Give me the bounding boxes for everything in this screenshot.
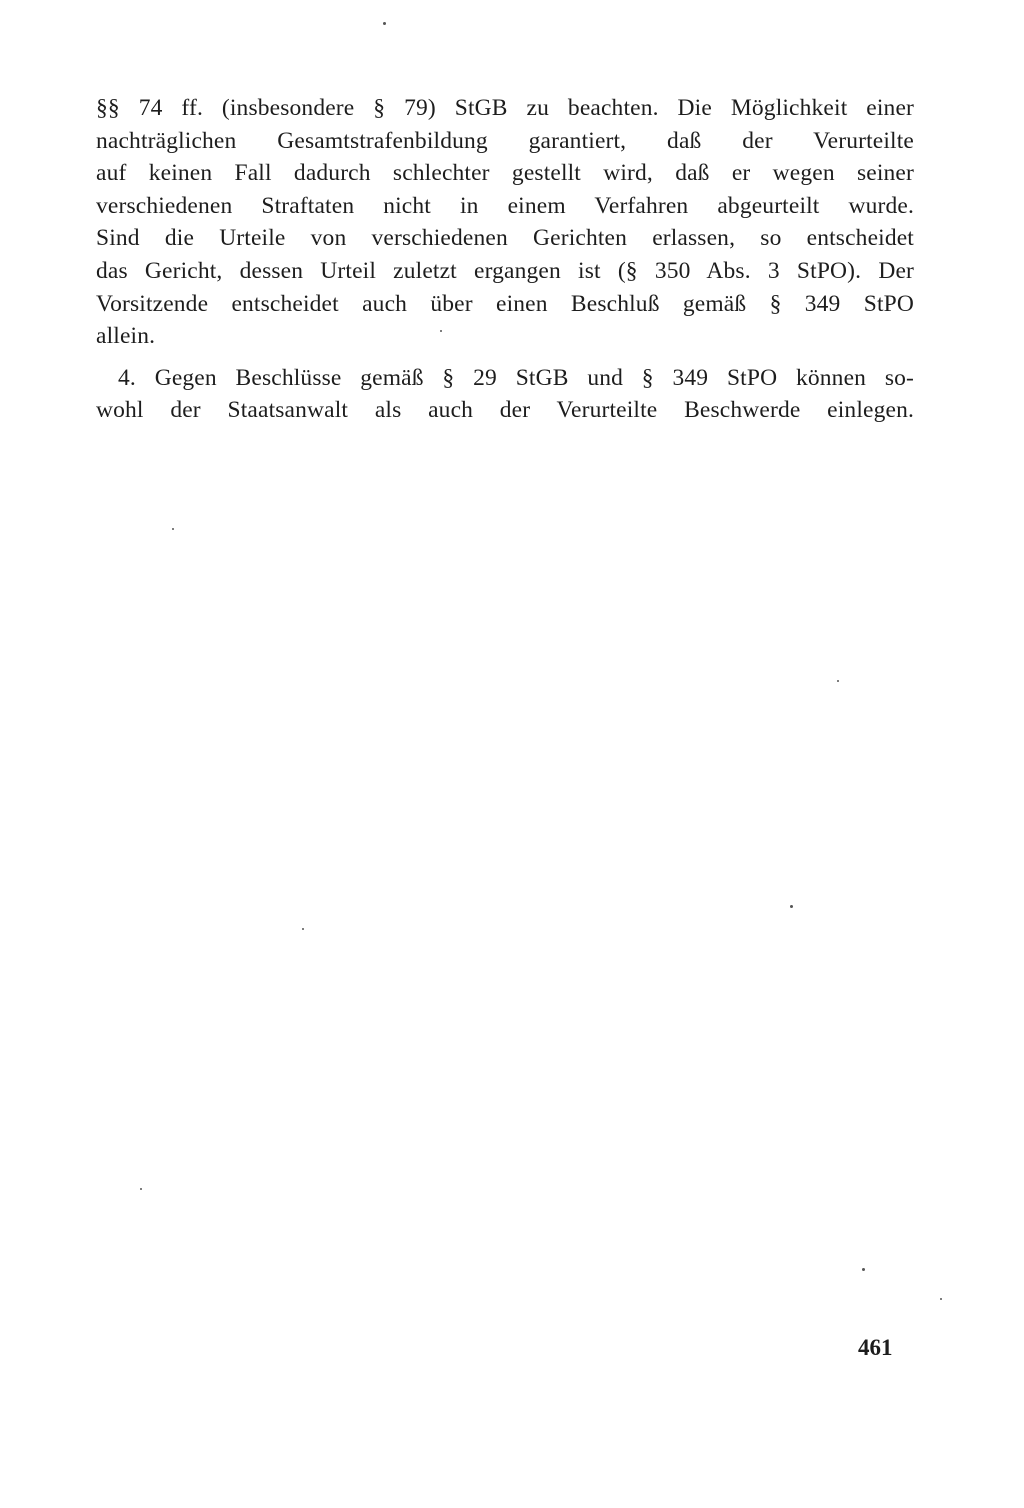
page-number: 461	[858, 1335, 893, 1360]
text-line: nachträglichen Gesamtstrafenbildung garantiert, daß der Verurteilte	[96, 127, 914, 154]
scan-speck	[790, 905, 793, 908]
scan-speck	[862, 1268, 865, 1271]
text-line: 4. Gegen Beschlüsse gemäß § 29 StGB und § 349 StPO können so-	[118, 364, 914, 391]
scan-speck	[440, 330, 442, 332]
text-line: allein.	[96, 323, 156, 350]
text-line: §§ 74 ff. (insbesondere § 79) StGB zu beachten. Die Möglichkeit einer	[96, 95, 914, 121]
scan-speck	[302, 928, 304, 930]
scan-speck	[383, 22, 386, 25]
paragraph-numbered-4	[96, 362, 914, 427]
text-line: auf keinen Fall dadurch schlechter gestellt wird, daß er wegen seiner	[96, 160, 914, 187]
scan-speck	[172, 528, 174, 530]
text-line: das Gericht, dessen Urteil zuletzt ergangen ist (§ 350 Abs. 3 StPO). Der	[96, 257, 914, 284]
text-line: Sind die Urteile von verschiedenen Gerichten erlassen, so entscheidet	[96, 225, 914, 252]
paragraph	[96, 92, 914, 353]
scan-speck	[140, 1188, 142, 1190]
scan-speck	[940, 1298, 942, 1300]
text-line: wohl der Staatsanwalt als auch der Verurteilte Beschwerde einlegen.	[96, 397, 914, 424]
scan-speck	[837, 680, 839, 682]
text-line: Vorsitzende entscheidet auch über einen Beschluß gemäß § 349 StPO	[96, 290, 914, 317]
text-line: verschiedenen Straftaten nicht in einem Verfahren abgeurteilt wurde.	[96, 192, 914, 219]
body-text	[96, 92, 914, 427]
